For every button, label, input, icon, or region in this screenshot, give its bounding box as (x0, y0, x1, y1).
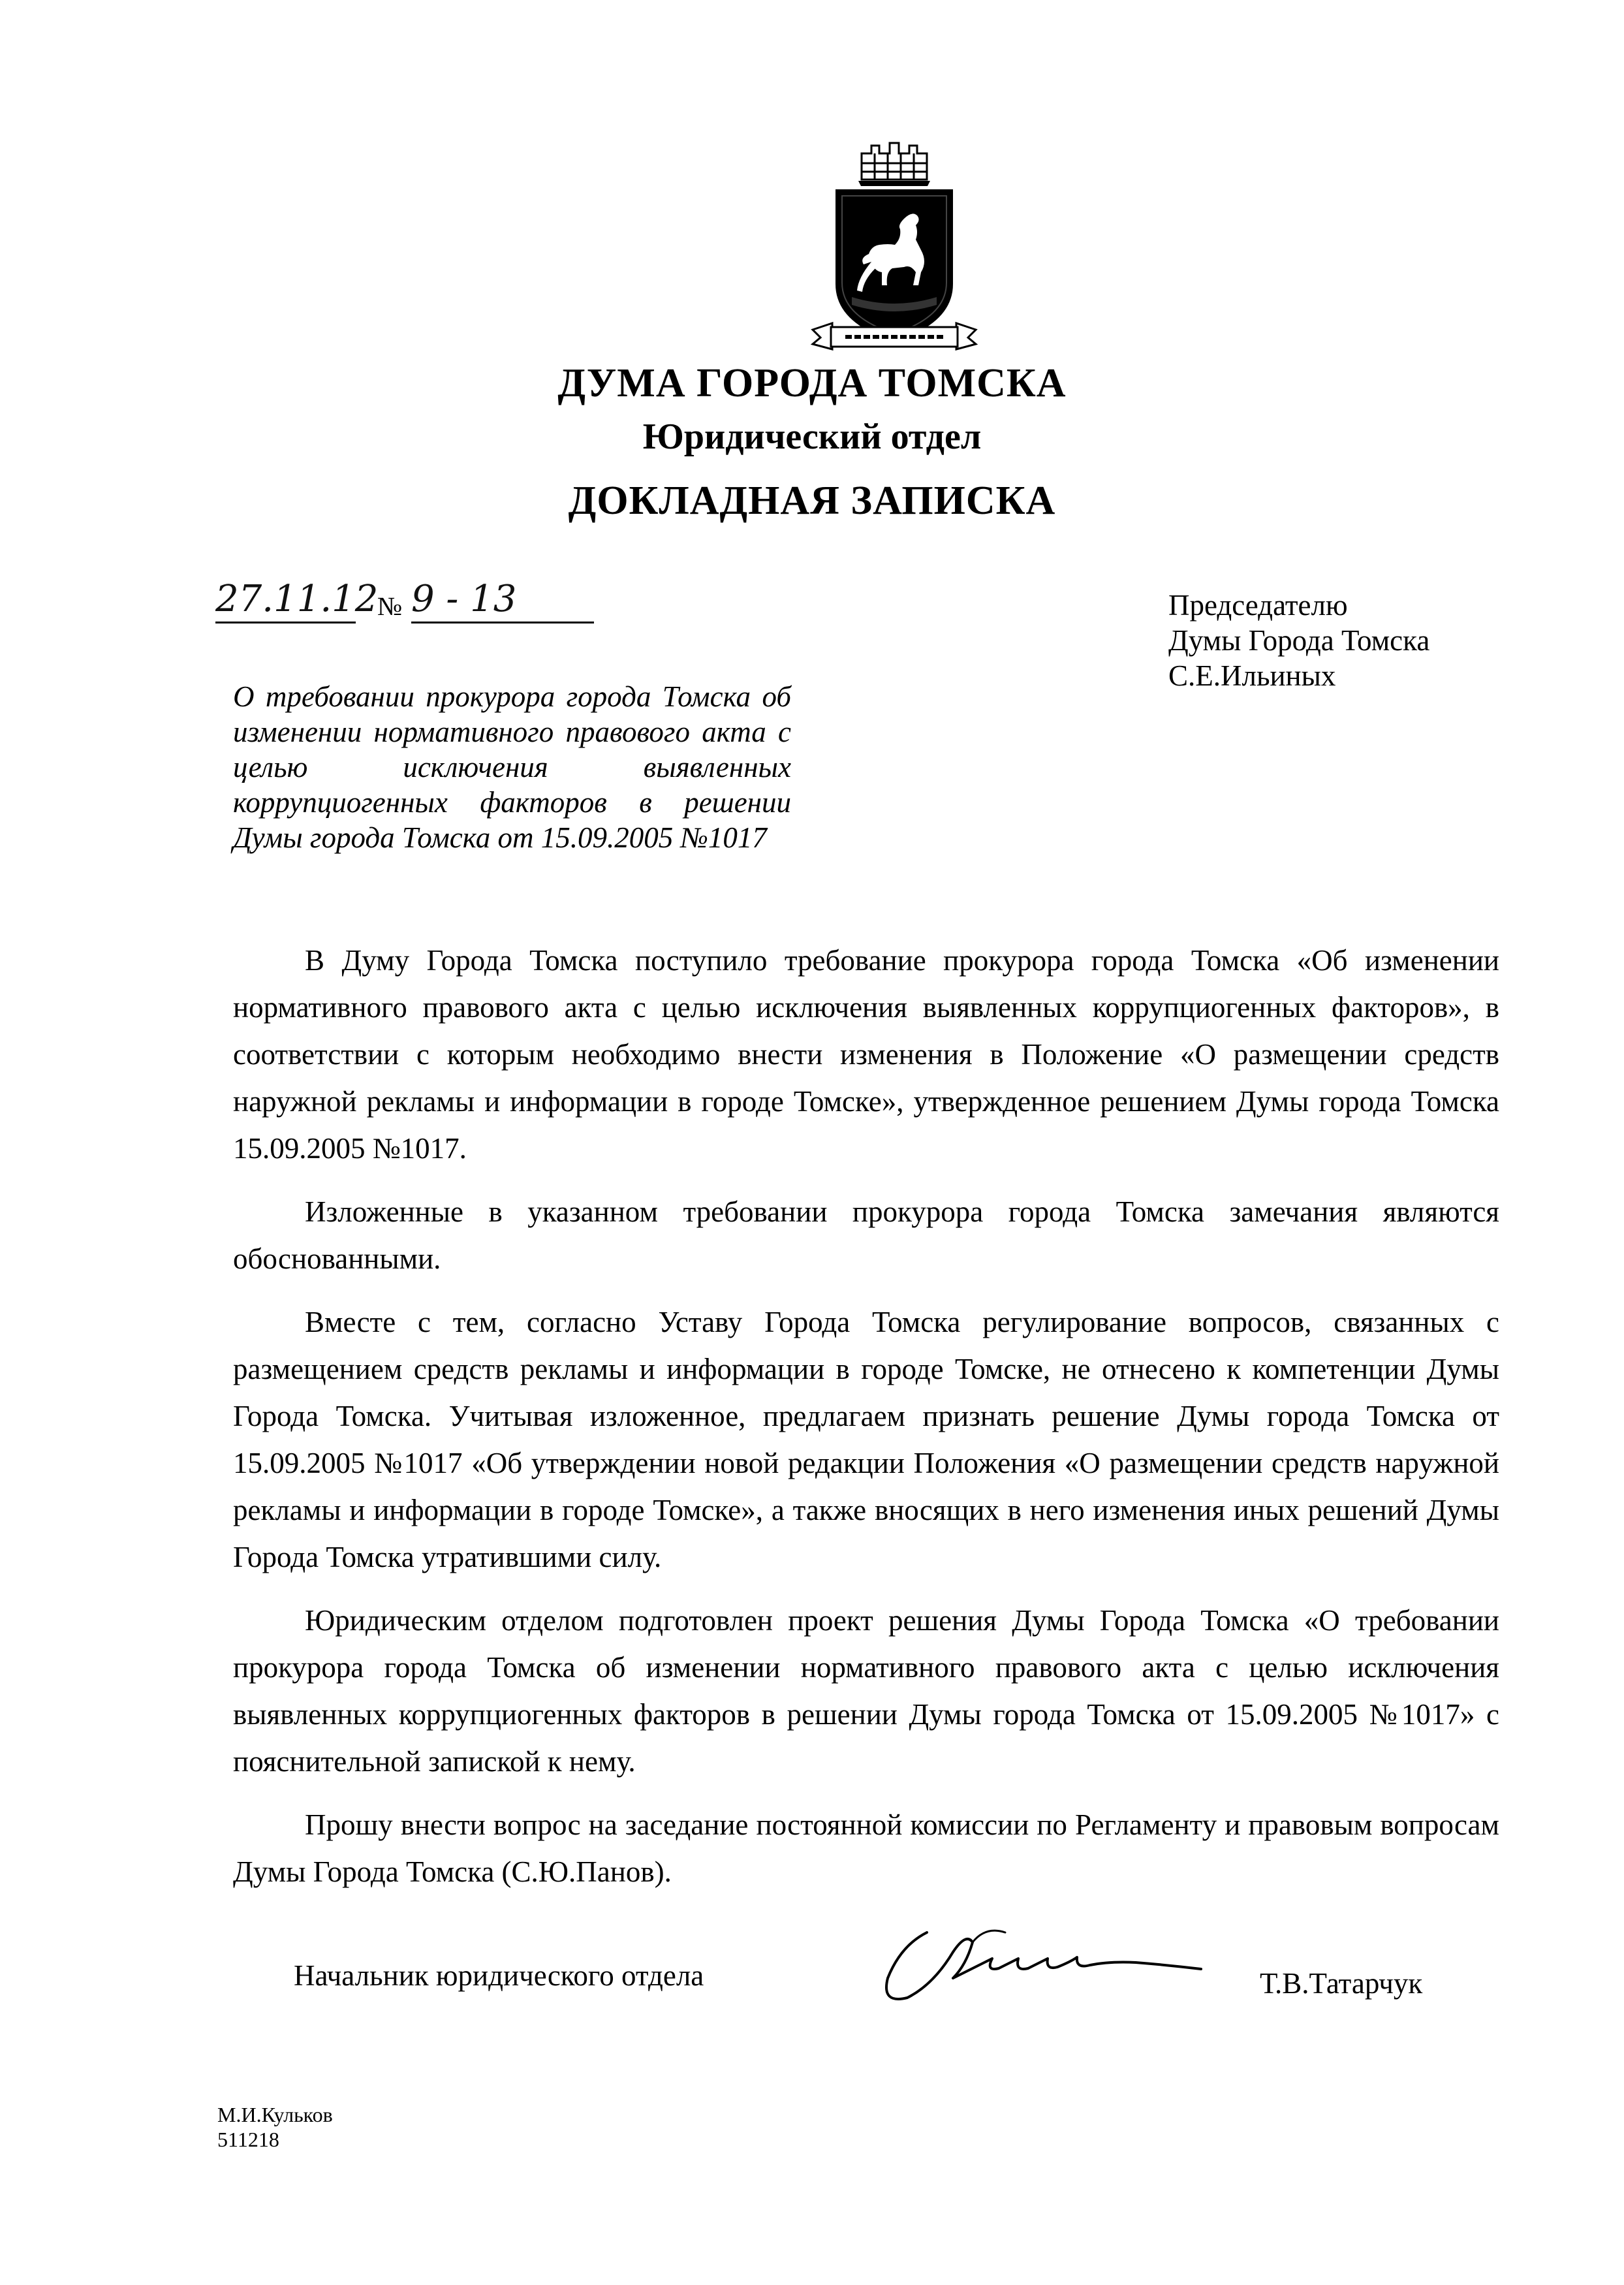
body-paragraph: В Думу Города Томска поступило требование прокурора города Томска «Об изменении нормативного правового акта с целью исключения выявленных коррупциогенных факторов», в соответствии с которым необходимо внести изменения в Положение «О размещении средств наружной рекламы и информации в городе Томске», утвержденное решением Думы города Томска 15.09.2005 №1017. (233, 944, 1499, 1165)
organization-name: ДУМА ГОРОДА ТОМСКА (557, 361, 1067, 405)
number-underline (411, 622, 594, 623)
body-paragraph: Изложенные в указанном требовании прокурора города Томска замечания являются обоснованными. (233, 1195, 1499, 1275)
body-paragraph: Вместе с тем, согласно Уставу Города Томска регулирование вопросов, связанных с размещением средств рекламы и информации в городе Томске, не отнесено к компетенции Думы Города Томска. Учитывая изложенное, предлагаем признать решение Думы города Томска от 15.09.2005 №1017 «Об утверждении новой редакции Положения «О размещении средств наружной рекламы и информации в городе Томске», а также вносящих в него изменения иных решений Думы Города Томска утратившими силу. (233, 1306, 1499, 1573)
date-underline (215, 622, 356, 623)
number-sign: № (377, 591, 403, 621)
document-type: ДОКЛАДНАЯ ЗАПИСКА (568, 479, 1056, 523)
addressee-line: С.Е.Ильиных (1168, 659, 1336, 692)
registration-date: 27.11.12 (215, 578, 379, 620)
addressee-line: Думы Города Томска (1168, 624, 1430, 657)
signatory-title: Начальник юридического отдела (294, 1959, 704, 1992)
tomsk-coat-of-arms-icon (806, 134, 982, 353)
body-paragraph: Юридическим отделом подготовлен проект решения Думы Города Томска «О требовании прокурора города Томска об изменении нормативного правового акта с целью исключения выявленных коррупциогенных факторов в решении Думы города Томска от 15.09.2005 №1017» с пояснительной запиской к нему. (233, 1604, 1499, 1778)
memo-body (233, 937, 1499, 1912)
addressee-line: Председателю (1168, 589, 1348, 622)
addressee-block (1168, 588, 1429, 693)
signatory-name: Т.В.Татарчук (1260, 1967, 1423, 2000)
department-name: Юридический отдел (642, 417, 982, 457)
executor-block (217, 2102, 333, 2152)
body-paragraph: Прошу внести вопрос на заседание постоянной комиссии по Регламенту и правовым вопросам Думы Города Томска (С.Ю.Панов). (233, 1808, 1499, 1888)
executor-name: М.И.Кульков (217, 2103, 333, 2126)
handwritten-signature (875, 1906, 1214, 2017)
subject-heading: О требовании прокурора города Томска об изменении нормативного правового акта с целью исключения выявленных коррупциогенных факторов в решении Думы города Томска от 15.09.2005 №1017 (233, 680, 791, 854)
executor-phone: 511218 (217, 2128, 279, 2151)
registration-number: 9 - 13 (411, 578, 517, 620)
registration-line (215, 578, 594, 630)
